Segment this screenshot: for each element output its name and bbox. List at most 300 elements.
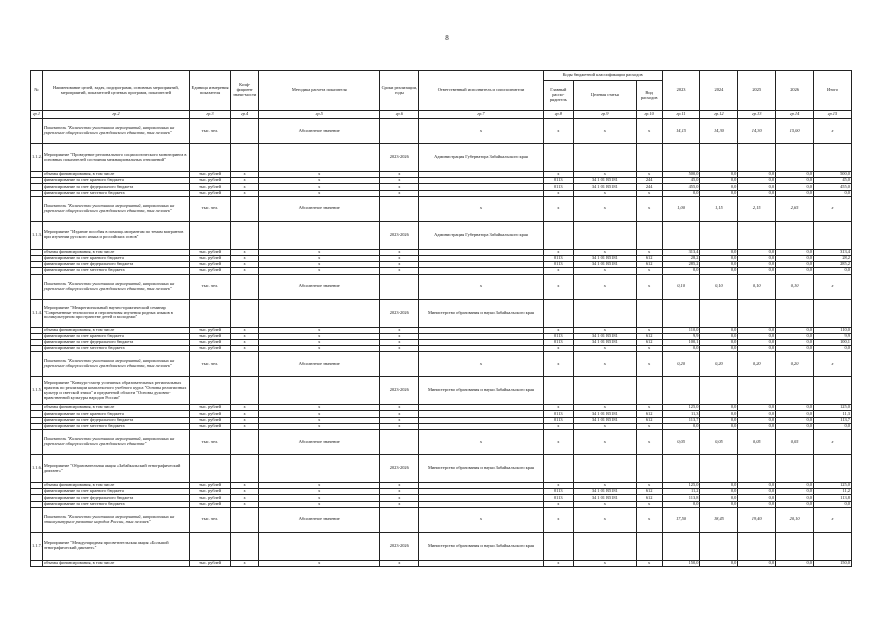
row-coef <box>231 455 259 483</box>
row-method: x <box>259 339 380 345</box>
row-main-manager: x <box>543 430 573 455</box>
row-period: x <box>380 411 419 417</box>
row-value-2026: 0,0 <box>776 190 814 196</box>
colnum: гр.2 <box>42 111 189 119</box>
row-name: финансирование за счет местного бюджета <box>42 268 189 274</box>
row-method: x <box>259 346 380 352</box>
row-method: x <box>259 483 380 489</box>
row-name: финансирование за счет местного бюджета <box>42 346 189 352</box>
row-period <box>380 507 419 532</box>
row-method: x <box>259 405 380 411</box>
row-main-manager: 0113 <box>543 411 573 417</box>
row-value-2026: 15,00 <box>776 119 814 144</box>
row-number <box>31 274 43 299</box>
row-value-total: 150,0 <box>814 560 852 566</box>
row-value-2023: 0,05 <box>662 430 700 455</box>
row-coef: x <box>231 346 259 352</box>
row-responsible: x <box>419 119 543 144</box>
row-value-2024: 0,0 <box>700 417 738 423</box>
row-value-2023: 11,3 <box>662 411 700 417</box>
row-method: x <box>259 172 380 178</box>
row-main-manager: x <box>543 352 573 377</box>
row-name: Мероприятие "Межрегиональный научно-практический семинар "Современные технологии и перспективы изучения родных языков в поликультурном пространстве детей и молодежи" <box>42 299 189 327</box>
row-value-2024: 0,0 <box>700 411 738 417</box>
colnum: гр.13 <box>738 111 776 119</box>
row-main-manager: x <box>543 172 573 178</box>
row-method: x <box>259 333 380 339</box>
row-main-manager <box>543 221 573 249</box>
row-expense-type <box>636 377 662 405</box>
row-value-2024: 0,10 <box>700 274 738 299</box>
row-value-total: 110,0 <box>814 327 852 333</box>
row-value-2023: 9,9 <box>662 333 700 339</box>
row-name: финансирование за счет федерального бюджета <box>42 495 189 501</box>
row-unit: тыс. рублей <box>189 417 230 423</box>
row-main-manager: 0113 <box>543 333 573 339</box>
row-responsible: x <box>419 196 543 221</box>
row-number <box>31 507 43 532</box>
row-main-manager: x <box>543 327 573 333</box>
row-period: x <box>380 423 419 429</box>
row-expense-type: 244 <box>636 184 662 190</box>
row-value-total <box>814 299 852 327</box>
row-target-article: x <box>573 507 636 532</box>
row-expense-type: x <box>636 190 662 196</box>
row-value-2026: 0,10 <box>776 274 814 299</box>
row-main-manager: x <box>543 405 573 411</box>
row-method: Абсолютное значение <box>259 507 380 532</box>
row-value-2025 <box>738 532 776 560</box>
row-unit: тыс. чел. <box>189 507 230 532</box>
row-period <box>380 119 419 144</box>
row-value-2025: 0,0 <box>738 489 776 495</box>
row-main-manager <box>543 532 573 560</box>
row-name: финансирование за счет краевого бюджета <box>42 411 189 417</box>
row-coef <box>231 507 259 532</box>
row-name: Показатель "Количество участников мероприятий, направленных на этнокультурное развитие народов России, тыс.человек" <box>42 507 189 532</box>
row-value-total <box>814 532 852 560</box>
row-value-2026: 0,0 <box>776 178 814 184</box>
row-value-2024: 1,15 <box>700 196 738 221</box>
row-method: x <box>259 268 380 274</box>
row-value-total <box>814 377 852 405</box>
indicator-row <box>31 119 852 144</box>
row-value-2024: 0,0 <box>700 346 738 352</box>
row-value-total: 0,0 <box>814 268 852 274</box>
row-value-2026 <box>776 221 814 249</box>
row-unit <box>189 144 230 172</box>
row-value-2024: 18,45 <box>700 507 738 532</box>
row-value-2026 <box>776 144 814 172</box>
row-name: объемы финансирования, в том числе <box>42 560 189 566</box>
row-unit: тыс. рублей <box>189 327 230 333</box>
row-period <box>380 196 419 221</box>
row-expense-type: x <box>636 405 662 411</box>
row-unit: тыс. чел. <box>189 274 230 299</box>
row-value-2025: 0,0 <box>738 333 776 339</box>
row-target-article <box>573 144 636 172</box>
row-value-2023: 17,50 <box>662 507 700 532</box>
row-main-manager: x <box>543 268 573 274</box>
row-value-2026: 0,0 <box>776 417 814 423</box>
row-value-2024: 0,0 <box>700 495 738 501</box>
row-coef <box>231 532 259 560</box>
column-number-row <box>31 111 852 119</box>
row-value-2024: 0,0 <box>700 501 738 507</box>
row-value-2026: 0,20 <box>776 352 814 377</box>
row-value-2026 <box>776 299 814 327</box>
row-value-2026: 0,0 <box>776 489 814 495</box>
row-coef <box>231 144 259 172</box>
row-value-2023 <box>662 221 700 249</box>
row-period: 2023-2026 <box>380 455 419 483</box>
row-period: 2023-2026 <box>380 221 419 249</box>
row-coef <box>231 274 259 299</box>
row-value-2024: 0,0 <box>700 483 738 489</box>
row-target-article: 34 1 01 R5181 <box>573 178 636 184</box>
row-name: Показатель "Количество участников мероприятий, направленных на укрепление общероссийского гражданского единства, тыс.человек" <box>42 196 189 221</box>
row-value-2026: 2,65 <box>776 196 814 221</box>
colnum: гр.5 <box>259 111 380 119</box>
row-name: объемы финансирования, в том числе <box>42 172 189 178</box>
row-value-2024: 0,0 <box>700 178 738 184</box>
row-value-2023: 100,1 <box>662 339 700 345</box>
row-value-2024: 0,0 <box>700 262 738 268</box>
row-value-2024 <box>700 144 738 172</box>
row-responsible: Министерство образования и науки Забайкальского края <box>419 532 543 560</box>
row-responsible: Администрация Губернатора Забайкальского края <box>419 144 543 172</box>
row-name: Мероприятие "Проведение регионального социологического мониторинга в основных показателей состояния межнациональных отношений" <box>42 144 189 172</box>
row-period: x <box>380 489 419 495</box>
row-value-2025 <box>738 299 776 327</box>
row-coef: x <box>231 255 259 261</box>
row-name: финансирование за счет краевого бюджета <box>42 178 189 184</box>
row-target-article: x <box>573 274 636 299</box>
row-value-2026: 0,0 <box>776 346 814 352</box>
row-name: финансирование за счет местного бюджета <box>42 423 189 429</box>
row-unit: тыс. рублей <box>189 268 230 274</box>
row-expense-type: x <box>636 274 662 299</box>
row-value-2026: 0,0 <box>776 327 814 333</box>
row-value-2023 <box>662 377 700 405</box>
row-value-2024: 0,0 <box>700 560 738 566</box>
row-coef: x <box>231 501 259 507</box>
row-responsible: x <box>419 352 543 377</box>
row-name: Показатель "Количество участников мероприятий, направленных на укрепление общероссийского гражданского единства, тыс.человек" <box>42 274 189 299</box>
row-value-2024: 0,0 <box>700 423 738 429</box>
row-expense-type: x <box>636 196 662 221</box>
row-value-2025: 0,0 <box>738 268 776 274</box>
row-value-2025: 2,15 <box>738 196 776 221</box>
row-value-2023: 11,2 <box>662 489 700 495</box>
row-main-manager: x <box>543 346 573 352</box>
row-expense-type: 612 <box>636 255 662 261</box>
row-value-2024: 0,0 <box>700 405 738 411</box>
row-value-2024: 0,0 <box>700 327 738 333</box>
row-value-2024: 0,05 <box>700 430 738 455</box>
row-value-2025: 0,0 <box>738 327 776 333</box>
row-main-manager: 0113 <box>543 255 573 261</box>
row-target-article: x <box>573 172 636 178</box>
event-row <box>31 377 852 405</box>
row-name: объемы финансирования, в том числе <box>42 405 189 411</box>
row-value-2024 <box>700 377 738 405</box>
row-main-manager: x <box>543 423 573 429</box>
row-period: x <box>380 190 419 196</box>
header-target-article: Целевая статья <box>573 81 636 111</box>
row-expense-type: 244 <box>636 178 662 184</box>
row-method: x <box>259 411 380 417</box>
row-expense-type <box>636 144 662 172</box>
row-target-article: x <box>573 352 636 377</box>
row-name: финансирование за счет краевого бюджета <box>42 333 189 339</box>
row-period: x <box>380 184 419 190</box>
row-value-total: 500,0 <box>814 172 852 178</box>
row-method: x <box>259 178 380 184</box>
row-value-2023 <box>662 144 700 172</box>
row-target-article: 34 1 01 R5181 <box>573 339 636 345</box>
row-unit <box>189 221 230 249</box>
row-value-2025: 0,0 <box>738 255 776 261</box>
row-main-manager: x <box>543 274 573 299</box>
row-value-2025: 0,0 <box>738 411 776 417</box>
row-period: 2023-2026 <box>380 377 419 405</box>
row-unit: тыс. рублей <box>189 249 230 255</box>
row-value-total: x <box>814 119 852 144</box>
row-coef: x <box>231 178 259 184</box>
row-value-2023: 0,0 <box>662 268 700 274</box>
row-method: Абсолютное значение <box>259 352 380 377</box>
row-period: x <box>380 255 419 261</box>
row-coef: x <box>231 333 259 339</box>
row-main-manager: x <box>543 483 573 489</box>
row-target-article <box>573 455 636 483</box>
row-value-2025: 0,0 <box>738 172 776 178</box>
row-value-2026: 0,0 <box>776 255 814 261</box>
header-year-2026: 2026 <box>776 71 814 111</box>
row-value-2026: 0,0 <box>776 560 814 566</box>
row-coef: x <box>231 417 259 423</box>
row-number <box>31 352 43 377</box>
row-target-article: x <box>573 423 636 429</box>
row-unit: тыс. рублей <box>189 560 230 566</box>
table-body <box>31 119 852 567</box>
row-value-total: 28,2 <box>814 255 852 261</box>
row-coef: x <box>231 405 259 411</box>
row-value-2026: 0,0 <box>776 405 814 411</box>
row-main-manager: x <box>543 190 573 196</box>
row-expense-type: 612 <box>636 489 662 495</box>
row-period: x <box>380 417 419 423</box>
row-main-manager: x <box>543 560 573 566</box>
row-expense-type: x <box>636 483 662 489</box>
row-period: x <box>380 483 419 489</box>
row-value-total: 113,7 <box>814 417 852 423</box>
row-method: x <box>259 417 380 423</box>
colnum: гр.1 <box>31 111 43 119</box>
indicator-row <box>31 196 852 221</box>
row-coef <box>231 221 259 249</box>
row-number: 1.1.7. <box>31 532 43 560</box>
row-responsible: x <box>419 430 543 455</box>
row-expense-type <box>636 221 662 249</box>
row-value-total <box>814 144 852 172</box>
row-name: Показатель "Количество участников мероприятий, направленных на укрепление общероссийского гражданского единства, тыс.человек" <box>42 352 189 377</box>
row-value-2023 <box>662 532 700 560</box>
row-coef: x <box>231 483 259 489</box>
row-coef <box>231 352 259 377</box>
row-coef: x <box>231 268 259 274</box>
header-year-2024: 2024 <box>700 71 738 111</box>
row-expense-type: x <box>636 507 662 532</box>
program-table <box>30 70 852 567</box>
row-target-article: x <box>573 268 636 274</box>
row-coef: x <box>231 262 259 268</box>
row-value-2023: 0,20 <box>662 352 700 377</box>
row-value-2025: 0,0 <box>738 417 776 423</box>
row-value-2025: 0,0 <box>738 483 776 489</box>
row-period <box>380 274 419 299</box>
row-value-2023: 110,0 <box>662 327 700 333</box>
row-value-2026: 0,0 <box>776 172 814 178</box>
header-codes-group: Коды бюджетной классификации расходов <box>543 71 662 81</box>
row-value-2023: 0,0 <box>662 190 700 196</box>
row-responsible: Министерство образования и науки Забайкальского края <box>419 299 543 327</box>
row-expense-type: 612 <box>636 495 662 501</box>
row-number <box>31 196 43 221</box>
row-name: Мероприятие "Международная просветительская акция «Большой этнографический диктант»" <box>42 532 189 560</box>
indicator-row <box>31 430 852 455</box>
indicator-row <box>31 274 852 299</box>
colnum: гр.14 <box>776 111 814 119</box>
row-value-total: 455,0 <box>814 184 852 190</box>
row-value-total: 0,0 <box>814 346 852 352</box>
row-value-2024: 0,0 <box>700 184 738 190</box>
row-value-2026: 0,0 <box>776 339 814 345</box>
row-main-manager: x <box>543 119 573 144</box>
row-number <box>31 560 43 566</box>
row-unit: тыс. чел. <box>189 430 230 455</box>
row-value-2026: 20,10 <box>776 507 814 532</box>
row-expense-type: 612 <box>636 339 662 345</box>
row-value-2023: 150,0 <box>662 560 700 566</box>
row-value-total: 125,0 <box>814 405 852 411</box>
row-unit: тыс. рублей <box>189 184 230 190</box>
row-target-article: x <box>573 430 636 455</box>
row-unit: тыс. рублей <box>189 483 230 489</box>
row-value-total: 100,1 <box>814 339 852 345</box>
row-unit <box>189 377 230 405</box>
row-target-article: x <box>573 196 636 221</box>
row-value-2025 <box>738 144 776 172</box>
row-unit: тыс. рублей <box>189 190 230 196</box>
row-expense-type: x <box>636 119 662 144</box>
row-target-article: x <box>573 346 636 352</box>
row-period: x <box>380 262 419 268</box>
row-value-2023: 313,4 <box>662 249 700 255</box>
row-unit: тыс. рублей <box>189 255 230 261</box>
row-value-2024: 0,0 <box>700 489 738 495</box>
row-value-total: 0,0 <box>814 190 852 196</box>
row-value-2023 <box>662 299 700 327</box>
row-expense-type: 612 <box>636 417 662 423</box>
row-period <box>380 430 419 455</box>
row-period: x <box>380 346 419 352</box>
row-value-2024: 0,0 <box>700 249 738 255</box>
row-period: x <box>380 560 419 566</box>
row-value-2023: 45,0 <box>662 178 700 184</box>
row-value-total: x <box>814 430 852 455</box>
row-name: финансирование за счет федерального бюджета <box>42 339 189 345</box>
row-target-article <box>573 532 636 560</box>
row-value-2026 <box>776 377 814 405</box>
row-unit: тыс. чел. <box>189 196 230 221</box>
row-target-article: x <box>573 119 636 144</box>
row-method: x <box>259 190 380 196</box>
row-value-2023: 125,0 <box>662 405 700 411</box>
row-target-article: 34 1 01 R5181 <box>573 411 636 417</box>
colnum: гр.11 <box>662 111 700 119</box>
row-value-2025: 0,0 <box>738 190 776 196</box>
row-expense-type: 612 <box>636 262 662 268</box>
row-unit: тыс. рублей <box>189 178 230 184</box>
row-unit: тыс. рублей <box>189 172 230 178</box>
row-responsible: x <box>419 507 543 532</box>
row-main-manager: x <box>543 501 573 507</box>
row-value-2025: 0,05 <box>738 430 776 455</box>
financing-row <box>31 560 852 566</box>
row-unit <box>189 455 230 483</box>
row-coef: x <box>231 327 259 333</box>
row-method: Абсолютное значение <box>259 196 380 221</box>
row-name: Показатель "Количество участников мероприятий, направленных на укрепление общероссийского гражданского единства, тыс.человек" <box>42 119 189 144</box>
row-unit: тыс. рублей <box>189 346 230 352</box>
row-unit: тыс. рублей <box>189 423 230 429</box>
row-value-2025: 0,20 <box>738 352 776 377</box>
row-value-2023: 125,0 <box>662 483 700 489</box>
row-value-total: 0,0 <box>814 501 852 507</box>
row-value-2026: 0,0 <box>776 483 814 489</box>
row-value-2023: 1,00 <box>662 196 700 221</box>
event-row <box>31 144 852 172</box>
row-period: x <box>380 249 419 255</box>
row-value-2024: 0,0 <box>700 255 738 261</box>
row-value-2023: 285,2 <box>662 262 700 268</box>
row-unit: тыс. чел. <box>189 352 230 377</box>
row-method <box>259 377 380 405</box>
row-main-manager: x <box>543 249 573 255</box>
row-value-2024 <box>700 221 738 249</box>
row-expense-type: 612 <box>636 411 662 417</box>
row-value-total: 113,8 <box>814 495 852 501</box>
row-value-2026: 0,0 <box>776 333 814 339</box>
row-responsible: Министерство образования и науки Забайкальского края <box>419 377 543 405</box>
row-main-manager <box>543 377 573 405</box>
event-row <box>31 455 852 483</box>
row-method: x <box>259 184 380 190</box>
row-value-2026: 0,0 <box>776 184 814 190</box>
header-responsible: Ответственный исполнитель и соисполнители <box>419 71 543 111</box>
row-value-total: 285,2 <box>814 262 852 268</box>
row-unit <box>189 299 230 327</box>
row-value-total: 125,0 <box>814 483 852 489</box>
row-coef <box>231 119 259 144</box>
row-period: 2023-2026 <box>380 299 419 327</box>
row-method: x <box>259 501 380 507</box>
row-target-article <box>573 377 636 405</box>
row-period: x <box>380 333 419 339</box>
row-name: Мероприятие "Образовательная акция «Забайкальский этнографический диктант»" <box>42 455 189 483</box>
